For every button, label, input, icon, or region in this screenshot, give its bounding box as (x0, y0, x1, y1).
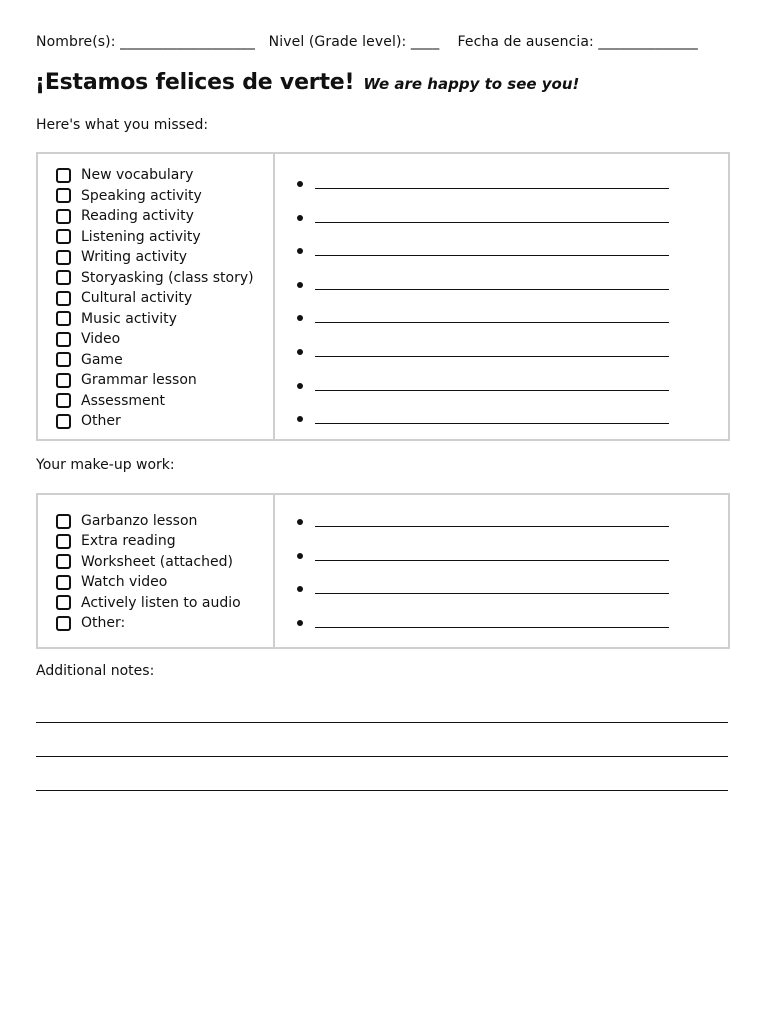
bullet-answer-line[interactable] (297, 345, 677, 359)
checkbox[interactable] (56, 250, 71, 265)
bullet-dot (297, 248, 303, 254)
checkbox[interactable] (56, 373, 71, 388)
checklist-item-label: Assessment (81, 392, 165, 409)
answer-underline (315, 188, 669, 189)
makeup-section-label: Your make-up work: (36, 457, 175, 473)
checklist-item-label: Other (81, 413, 121, 429)
checklist-item-label: Extra reading (81, 533, 176, 550)
checkbox[interactable] (56, 414, 71, 429)
checkbox[interactable] (56, 291, 71, 306)
checklist-item-label: Actively listen to audio (81, 594, 241, 611)
checklist-item-label: Video (81, 331, 121, 347)
bullet-answer-line[interactable] (297, 177, 677, 191)
answer-underline (315, 390, 669, 391)
checklist-item-label: Other: (81, 615, 126, 631)
checklist-item-label: Garbanzo lesson (81, 513, 198, 529)
checkbox[interactable] (56, 595, 71, 610)
answer-underline (315, 593, 669, 594)
bullet-answer-line[interactable] (297, 549, 677, 563)
checklist-item-label: Cultural activity (81, 290, 193, 306)
bullet-dot (297, 586, 303, 592)
checklist-item-label: Grammar lesson (81, 372, 197, 388)
title-english: We are happy to see you! (363, 75, 580, 93)
bullet-answer-line[interactable] (297, 412, 677, 426)
checkbox[interactable] (56, 209, 71, 224)
checklist-item[interactable] (56, 531, 176, 551)
answer-underline (315, 322, 669, 323)
checklist-item-label: Listening activity (81, 228, 201, 245)
checklist-item[interactable] (56, 288, 192, 308)
checklist-item[interactable] (56, 593, 241, 613)
checkbox[interactable] (56, 332, 71, 347)
checkbox[interactable] (56, 616, 71, 631)
checklist-item[interactable] (56, 511, 197, 531)
notes-section-label: Additional notes: (36, 663, 155, 679)
checklist-item[interactable] (56, 329, 120, 349)
grade-level-field[interactable]: Nivel (Grade level): ____ (268, 34, 440, 50)
bullet-dot (297, 383, 303, 389)
checklist-item[interactable] (56, 309, 177, 329)
absence-date-field[interactable]: Fecha de ausencia: ______________ (457, 34, 698, 50)
checklist-item[interactable] (56, 370, 197, 390)
checklist-item-label: Music activity (81, 310, 177, 327)
bullet-answer-line[interactable] (297, 278, 677, 292)
bullet-answer-line[interactable] (297, 379, 677, 393)
answer-underline (315, 289, 669, 290)
checkbox[interactable] (56, 168, 71, 183)
makeup-table (36, 493, 730, 649)
checklist-item[interactable] (56, 613, 125, 633)
bullet-dot (297, 315, 303, 321)
makeup-notes-lines (275, 495, 728, 647)
bullet-dot (297, 282, 303, 288)
checklist-item[interactable] (56, 186, 202, 206)
checklist-item[interactable] (56, 206, 194, 226)
bullet-dot (297, 349, 303, 355)
checklist-item-label: Worksheet (attached) (81, 553, 233, 570)
checkbox[interactable] (56, 270, 71, 285)
checklist-item[interactable] (56, 391, 165, 411)
bullet-dot (297, 553, 303, 559)
checklist-item[interactable] (56, 247, 187, 267)
answer-underline (315, 627, 669, 628)
checklist-item-label: Speaking activity (81, 187, 202, 204)
checklist-item-label: Reading activity (81, 208, 194, 224)
checklist-item-label: Storyasking (class story) (81, 269, 254, 286)
makeup-checklist (38, 495, 275, 647)
answer-underline (315, 255, 669, 256)
bullet-answer-line[interactable] (297, 244, 677, 258)
bullet-dot (297, 416, 303, 422)
bullet-dot (297, 620, 303, 626)
checkbox[interactable] (56, 393, 71, 408)
title-spanish: ¡Estamos felices de verte! (35, 70, 355, 95)
header-fields (36, 34, 736, 50)
notes-line[interactable] (36, 790, 728, 791)
checklist-item[interactable] (56, 350, 123, 370)
name-field[interactable]: Nombre(s): ___________________ (36, 34, 256, 50)
bullet-answer-line[interactable] (297, 515, 677, 529)
checkbox[interactable] (56, 554, 71, 569)
checklist-item-label: Writing activity (81, 249, 188, 265)
bullet-answer-line[interactable] (297, 211, 677, 225)
checkbox[interactable] (56, 229, 71, 244)
checkbox[interactable] (56, 575, 71, 590)
bullet-dot (297, 215, 303, 221)
checkbox[interactable] (56, 534, 71, 549)
bullet-dot (297, 519, 303, 525)
checkbox[interactable] (56, 514, 71, 529)
checklist-item-label: New vocabulary (81, 167, 194, 183)
checkbox[interactable] (56, 352, 71, 367)
checkbox[interactable] (56, 311, 71, 326)
notes-line[interactable] (36, 756, 728, 757)
checklist-item[interactable] (56, 165, 193, 185)
checklist-item[interactable] (56, 268, 254, 288)
bullet-answer-line[interactable] (297, 582, 677, 596)
checklist-item[interactable] (56, 227, 201, 247)
checklist-item[interactable] (56, 552, 233, 572)
checklist-item-label: Watch video (81, 574, 168, 591)
checklist-item[interactable] (56, 572, 167, 592)
notes-line[interactable] (36, 722, 728, 723)
bullet-answer-line[interactable] (297, 616, 677, 630)
missed-table (36, 152, 730, 441)
answer-underline (315, 560, 669, 561)
missed-checklist (38, 154, 275, 439)
answer-underline (315, 423, 669, 424)
missed-notes-lines (275, 154, 728, 439)
checklist-item[interactable] (56, 411, 121, 431)
answer-underline (315, 356, 669, 357)
answer-underline (315, 526, 669, 527)
page-title (35, 70, 579, 95)
answer-underline (315, 222, 669, 223)
checklist-item-label: Game (81, 351, 123, 368)
missed-section-label: Here's what you missed: (36, 117, 209, 133)
checkbox[interactable] (56, 188, 71, 203)
bullet-dot (297, 181, 303, 187)
bullet-answer-line[interactable] (297, 311, 677, 325)
